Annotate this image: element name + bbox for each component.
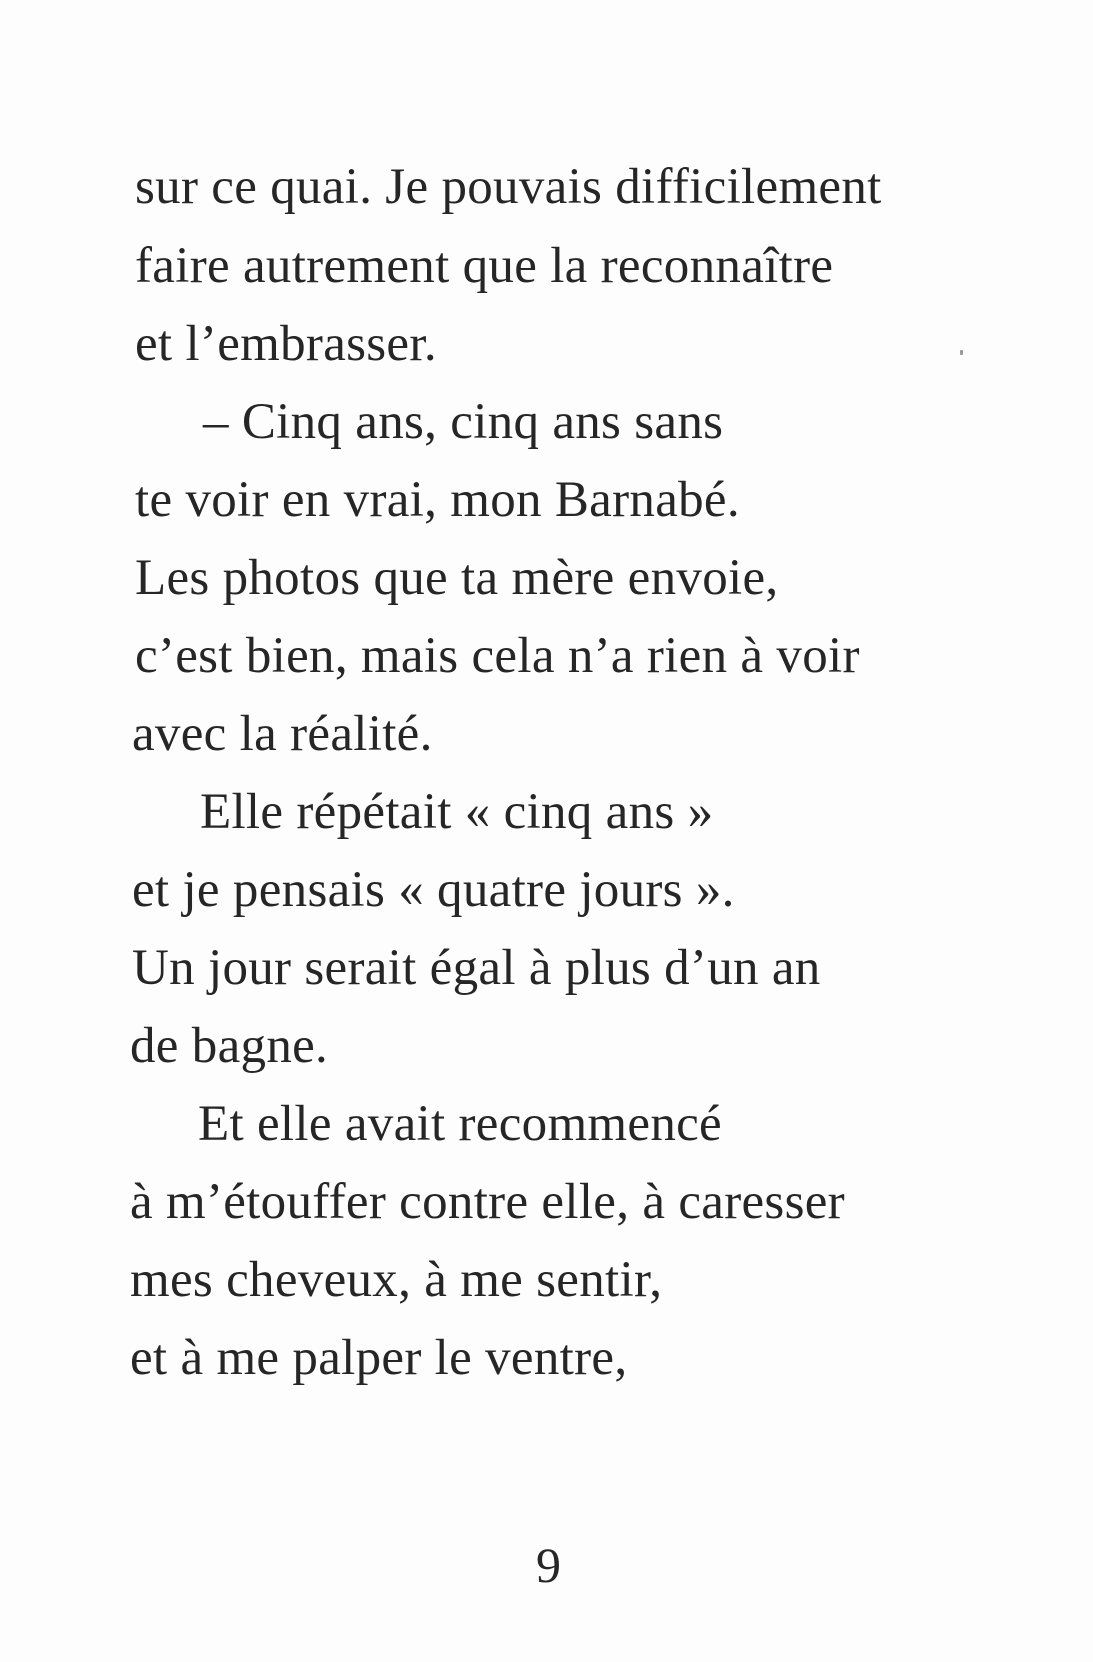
text-line: Les photos que ta mère envoie, [135,550,779,606]
text-line: et à me palper le ventre, [130,1330,628,1386]
text-line: avec la réalité. [132,706,433,762]
text-line: mes cheveux, à me sentir, [130,1252,663,1308]
text-line: faire autrement que la reconnaître [135,238,834,294]
text-line: Elle répétait « cinq ans » [200,784,714,840]
text-line: et je pensais « quatre jours ». [132,862,735,918]
text-line: Et elle avait recommencé [198,1096,722,1152]
text-line: – Cinq ans, cinq ans sans [203,394,724,450]
text-line: sur ce quai. Je pouvais difficilement [135,159,882,215]
page-number: 9 [536,1537,561,1593]
text-line: de bagne. [130,1018,329,1074]
text-line: te voir en vrai, mon Barnabé. [135,472,740,528]
text-line: à m’étouffer contre elle, à caresser [130,1174,845,1230]
text-line: et l’embrasser. [135,316,437,372]
text-line: c’est bien, mais cela n’a rien à voir [135,628,860,684]
text-line: Un jour serait égal à plus d’un an [132,940,821,996]
paper-speck [960,350,963,355]
